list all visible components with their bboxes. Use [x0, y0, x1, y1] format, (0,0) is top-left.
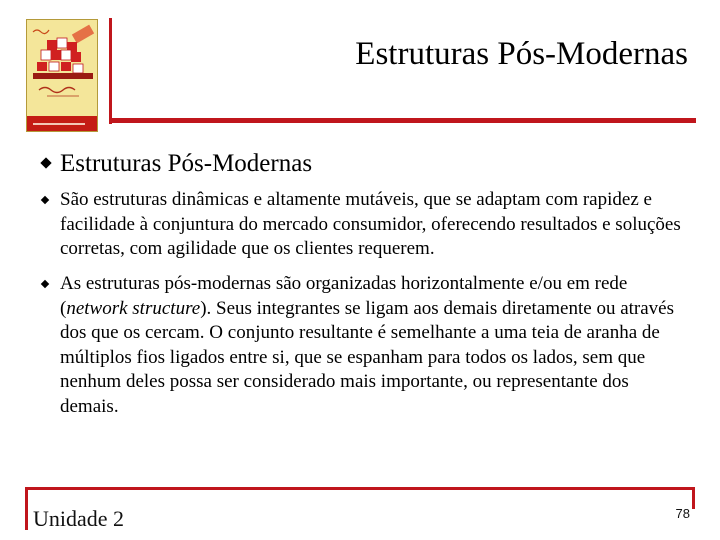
bullet-diamond-icon	[40, 157, 51, 168]
bullet-item	[40, 272, 692, 419]
bullet-main-text: Estruturas Pós-Modernas	[60, 150, 313, 177]
bullet-item	[40, 188, 692, 262]
title-rule-vertical	[109, 18, 112, 124]
bullet-text-part: As estruturas pós-modernas são organizadas horizontalmente e/ou em rede (	[60, 273, 628, 319]
bullet-item-text: São estruturas dinâmicas e altamente mutáveis, que se adaptam com rapidez e facilidade à conjuntura do mercado consumidor, oferecendo resultados e soluções corretas, com agilidade que os clientes requerem.	[60, 189, 681, 259]
bullet-diamond-icon	[41, 280, 49, 288]
bullet-text-italic: network structure	[66, 297, 201, 319]
bullet-text-part: ). Seus integrantes se ligam aos demais diretamente ou através dos que os cercam. O conjunto resultante é semelhante a uma teia de aranha de múltiplos fios ligados entre si, que se espanham para todos os lados, sem que nenhum deles possa ser considerado mais importante, ou representante dos demais.	[60, 297, 674, 417]
page-number: 78	[675, 506, 690, 521]
bullet-main	[40, 147, 700, 180]
bullet-item-text	[60, 272, 692, 419]
slide-title: Estruturas Pós-Modernas	[355, 36, 688, 72]
footer-rule-right	[692, 487, 695, 509]
footer-rule-left	[25, 490, 28, 530]
title-rule-horizontal	[109, 118, 696, 123]
footer-rule-horizontal	[25, 487, 695, 490]
book-cover-logo	[26, 19, 98, 132]
footer-unit-label: Unidade 2	[33, 506, 125, 531]
bullet-diamond-icon	[41, 196, 49, 204]
